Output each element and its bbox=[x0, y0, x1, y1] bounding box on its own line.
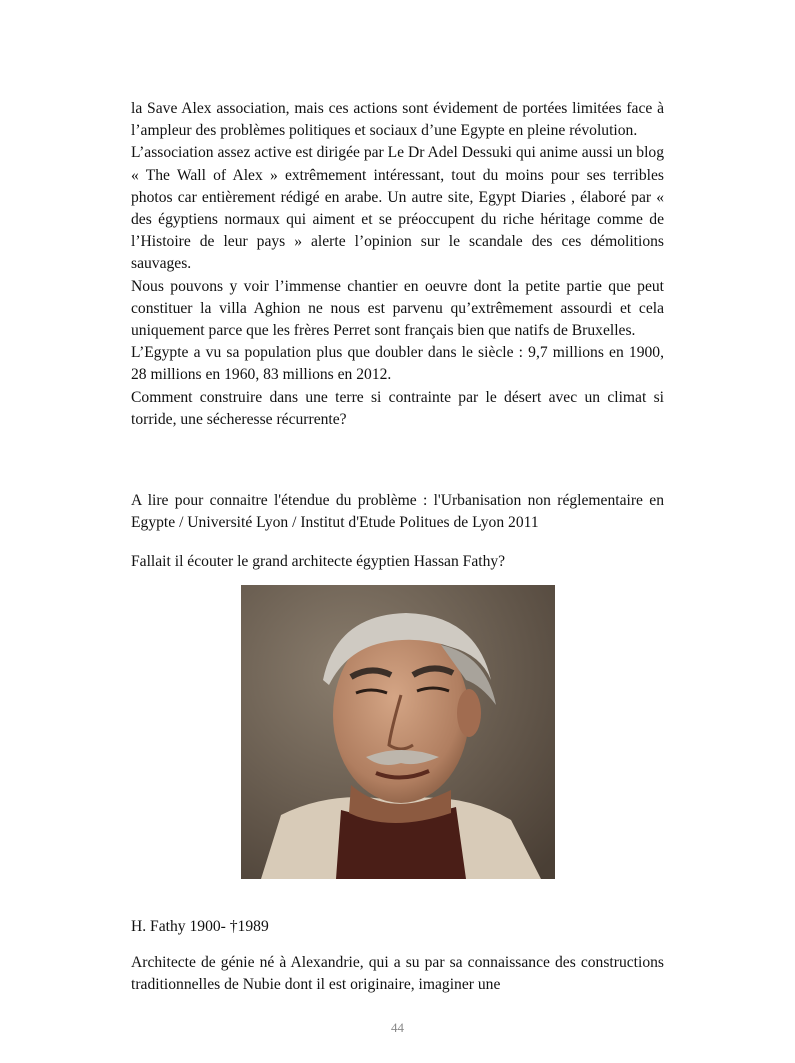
question-block bbox=[131, 551, 664, 573]
paragraph-association: L’association assez active est dirigée par Le Dr Adel Dessuki qui anime aussi un blog « The Wall of Alex » extrêmement intéressant, tout du moins pour ses terribles photos car entièrement rédigé en arabe. Un autre site, Egypt Diaries , élaboré par « des égyptiens normaux qui aiment et se préoccupent du riche héritage comme de l’Histoire de leur pays » alerte l’opinion sur le scandale des ces démolitions sauvages. bbox=[131, 144, 664, 273]
photo-caption: H. Fathy 1900- †1989 bbox=[131, 918, 269, 935]
closing-paragraph: Architecte de génie né à Alexandrie, qui a su par sa connaissance des constructions traditionnelles de Nubie dont il est originaire, imaginer une bbox=[131, 954, 664, 994]
paragraph-question-construire: Comment construire dans une terre si contrainte par le désert avec un climat si torride, une sécheresse récurrente? bbox=[131, 388, 664, 428]
page-number: 44 bbox=[391, 1020, 404, 1035]
body-text-block bbox=[131, 98, 664, 431]
portrait-illustration bbox=[241, 585, 555, 879]
question-text: Fallait il écouter le grand architecte égyptien Hassan Fathy? bbox=[131, 553, 506, 570]
paragraph-chantier: Nous pouvons y voir l’immense chantier en oeuvre dont la petite partie que peut constituer la villa Aghion ne nous est parvenu qu’extrêmement assourdi et cela uniquement parce que les frères Perret sont français bien que natifs de Bruxelles. bbox=[131, 277, 664, 340]
paragraph-population: L’Egypte a vu sa population plus que doubler dans le siècle : 9,7 millions en 1900, 28 millions en 1960, 83 millions en 2012. bbox=[131, 344, 664, 384]
paragraph-save-alex: la Save Alex association, mais ces actions sont évidement de portées limitées face à l’ampleur des problèmes politiques et sociaux d’une Egypte en pleine révolution. bbox=[131, 100, 664, 140]
portrait-photo bbox=[241, 585, 555, 879]
reading-note-text: A lire pour connaitre l'étendue du problème : l'Urbanisation non réglementaire en Egypte / Université Lyon / Institut d'Etude Politues de Lyon 2011 bbox=[131, 492, 664, 532]
closing-text-block bbox=[131, 952, 664, 996]
reading-note bbox=[131, 490, 664, 534]
